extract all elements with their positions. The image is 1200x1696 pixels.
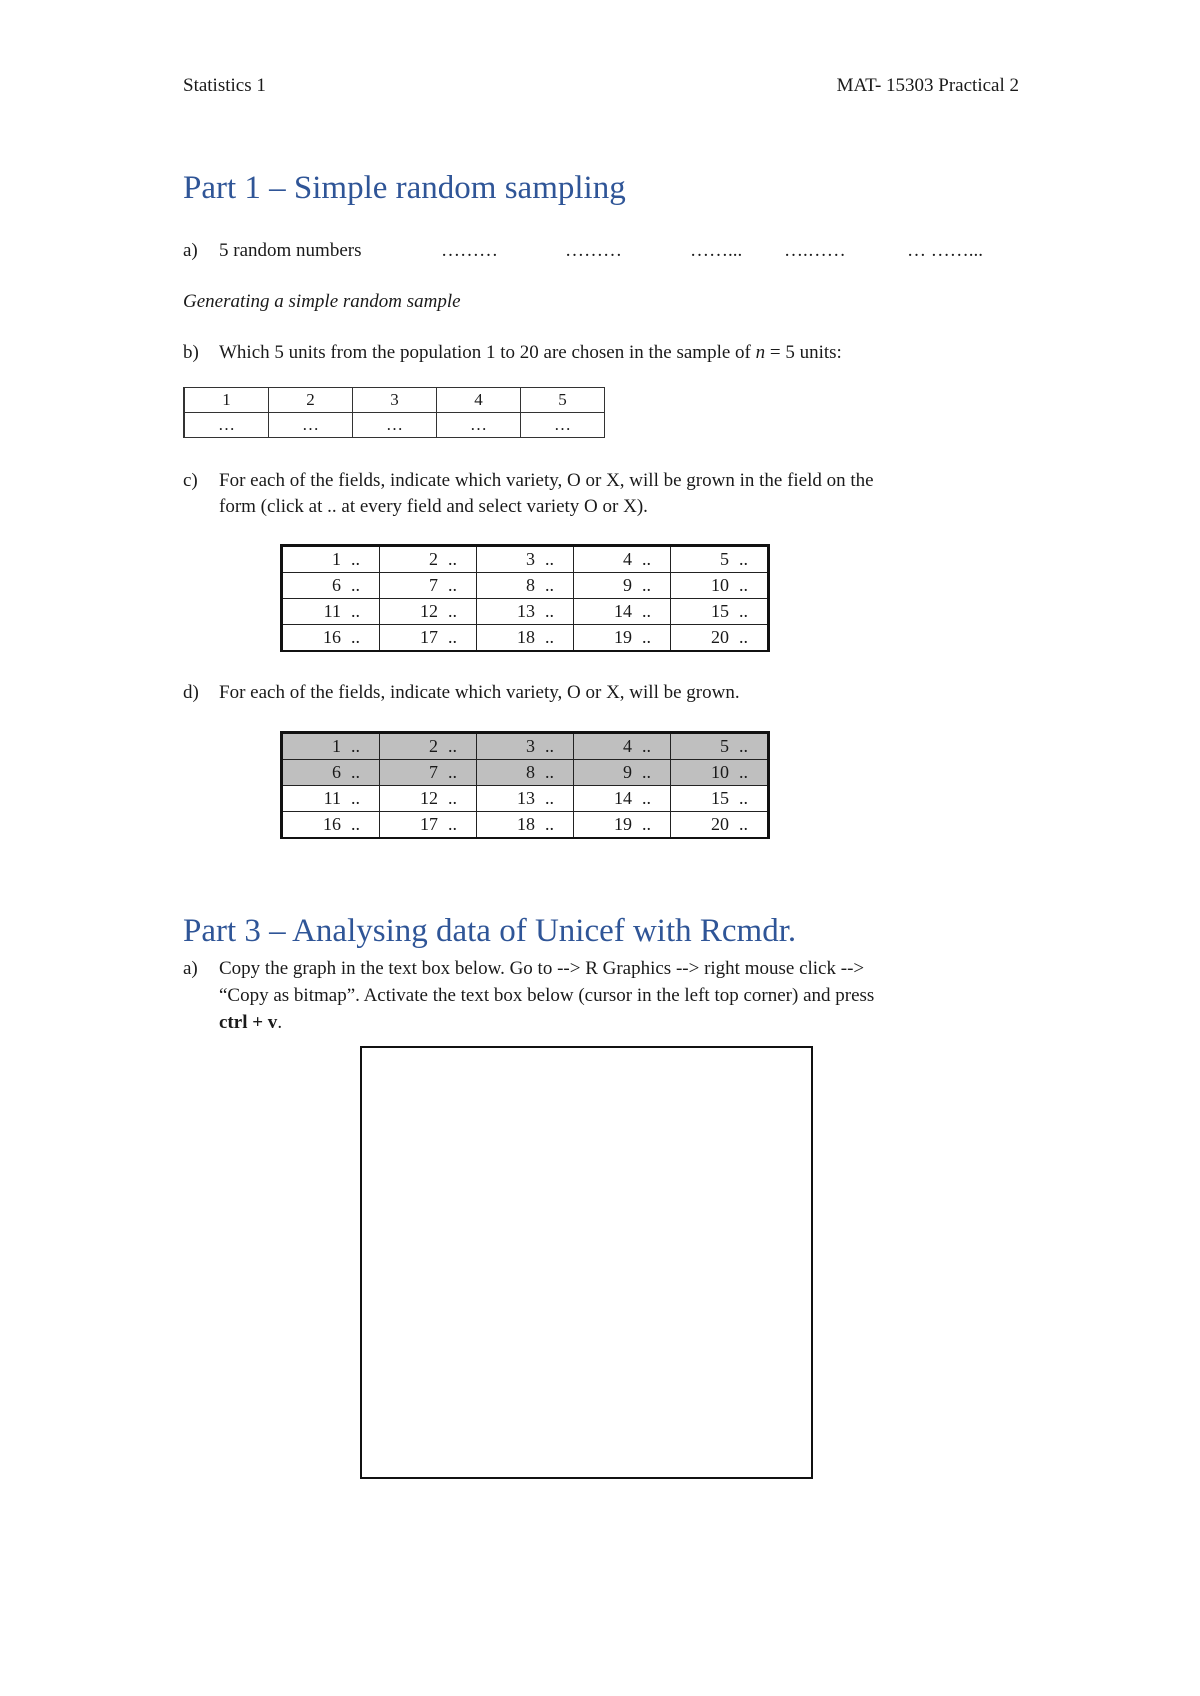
field-cell[interactable] [380,625,477,652]
field-number: 1 [332,736,341,756]
field-cell[interactable] [574,760,671,786]
field-number: 14 [614,788,632,808]
field-number: 19 [614,814,632,834]
variety-select[interactable]: .. [448,736,457,756]
field-number: 6 [332,762,341,782]
field-cell[interactable] [574,812,671,839]
field-number: 18 [517,627,535,647]
table-header-cell: 4 [437,388,521,413]
field-cell[interactable] [671,760,769,786]
field-cell[interactable] [574,786,671,812]
variety-select[interactable]: .. [351,549,360,569]
unit-value-cell[interactable]: … [184,413,269,438]
part3-title: Part 3 – Analysing data of Unicef with Rcmdr. [183,913,797,949]
variety-select[interactable]: .. [642,736,651,756]
field-cell[interactable] [380,546,477,573]
variety-select[interactable]: .. [448,549,457,569]
field-cell[interactable] [574,573,671,599]
field-cell[interactable] [477,812,574,839]
field-number: 15 [711,788,729,808]
field-grid-c [280,544,770,652]
part3-item-a-line2: “Copy as bitmap”. Activate the text box below (cursor in the left top corner) and press [219,985,875,1006]
variety-select[interactable]: .. [351,736,360,756]
field-number: 16 [323,627,341,647]
grid-row [282,573,769,599]
header-left: Statistics 1 [183,75,266,96]
item-c-line2: form (click at .. at every field and select variety O or X). [219,496,648,517]
variety-select[interactable]: .. [642,601,651,621]
field-number: 9 [623,762,632,782]
variety-select[interactable]: .. [448,762,457,782]
graph-paste-textbox[interactable] [360,1046,813,1479]
field-number: 5 [720,549,729,569]
field-cell[interactable] [477,573,574,599]
field-number: 16 [323,814,341,834]
field-number: 11 [323,601,341,621]
field-number: 17 [420,814,438,834]
variety-select[interactable]: .. [351,601,360,621]
field-cell[interactable] [671,786,769,812]
grid-row [282,599,769,625]
grid-row [282,546,769,573]
part3-item-a-line1: Copy the graph in the text box below. Go to --> R Graphics --> right mouse click --> [219,958,865,979]
blank-5[interactable]: … ……... [907,240,983,261]
blank-3[interactable]: ……... [690,240,743,261]
field-number: 14 [614,601,632,621]
unit-value-cell[interactable]: … [521,413,605,438]
field-number: 10 [711,575,729,595]
variety-select[interactable]: .. [448,814,457,834]
field-cell[interactable] [282,546,380,573]
unit-value-cell[interactable]: … [353,413,437,438]
grid-row [282,786,769,812]
variety-select[interactable]: .. [351,762,360,782]
field-cell[interactable] [574,625,671,652]
field-number: 8 [526,762,535,782]
field-number: 13 [517,601,535,621]
variety-select[interactable]: .. [739,762,748,782]
field-cell[interactable] [380,573,477,599]
variety-select[interactable]: .. [545,627,554,647]
field-cell[interactable] [282,573,380,599]
field-cell[interactable] [380,786,477,812]
item-a-label: a) [183,240,198,261]
item-c-line1: For each of the fields, indicate which variety, O or X, will be grown in the field on the [219,470,874,491]
field-number: 18 [517,814,535,834]
variety-select[interactable]: .. [642,627,651,647]
variety-select[interactable]: .. [545,601,554,621]
grid-row [282,625,769,652]
field-number: 8 [526,575,535,595]
field-cell[interactable] [671,733,769,760]
field-cell[interactable] [282,733,380,760]
field-number: 20 [711,814,729,834]
variety-select[interactable]: .. [739,736,748,756]
field-number: 6 [332,575,341,595]
blank-2[interactable]: ……… [565,240,622,261]
item-c-label: c) [183,470,198,491]
table-row [184,388,605,413]
field-number: 9 [623,575,632,595]
variety-select[interactable]: .. [351,814,360,834]
field-cell[interactable] [380,760,477,786]
part3-item-a-line3: ctrl + v. [219,1012,283,1033]
field-number: 13 [517,788,535,808]
field-number: 4 [623,549,632,569]
field-cell[interactable] [282,786,380,812]
blank-1[interactable]: ……… [441,240,498,261]
field-cell[interactable] [477,760,574,786]
field-number: 10 [711,762,729,782]
part1-title: Part 1 – Simple random sampling [183,170,626,206]
field-cell[interactable] [380,733,477,760]
variety-select[interactable]: .. [448,627,457,647]
field-number: 2 [429,549,438,569]
variety-select[interactable]: .. [545,762,554,782]
field-cell[interactable] [282,599,380,625]
item-d-label: d) [183,682,199,703]
field-number: 11 [323,788,341,808]
part3-item-a-label: a) [183,958,198,979]
field-cell[interactable] [574,546,671,573]
field-number: 12 [420,601,438,621]
variety-select[interactable]: .. [642,575,651,595]
variety-select[interactable]: .. [351,575,360,595]
field-cell[interactable] [477,786,574,812]
table-row [184,413,605,438]
item-d-text: For each of the fields, indicate which variety, O or X, will be grown. [219,682,740,703]
field-number: 15 [711,601,729,621]
field-cell[interactable] [380,812,477,839]
unit-value-cell[interactable]: … [269,413,353,438]
variety-select[interactable]: .. [448,788,457,808]
variety-select[interactable]: .. [739,627,748,647]
field-cell[interactable] [671,573,769,599]
variety-select[interactable]: .. [642,788,651,808]
subheading: Generating a simple random sample [183,291,461,312]
variety-select[interactable]: .. [545,814,554,834]
field-number: 5 [720,736,729,756]
field-cell[interactable] [671,625,769,652]
variety-select[interactable]: .. [545,736,554,756]
variety-select[interactable]: .. [545,788,554,808]
field-number: 7 [429,575,438,595]
field-cell[interactable] [282,812,380,839]
field-cell[interactable] [671,546,769,573]
variety-select[interactable]: .. [351,627,360,647]
field-number: 17 [420,627,438,647]
field-cell[interactable] [282,760,380,786]
field-cell[interactable] [671,599,769,625]
field-cell[interactable] [477,546,574,573]
table-header-cell: 5 [521,388,605,413]
field-number: 3 [526,736,535,756]
table-header-cell: 3 [353,388,437,413]
field-number: 12 [420,788,438,808]
grid-row [282,733,769,760]
shortcut-keys: ctrl + v [219,1012,278,1033]
field-cell[interactable] [380,599,477,625]
variety-select[interactable]: .. [351,788,360,808]
variety-select[interactable]: .. [545,549,554,569]
variety-select[interactable]: .. [448,575,457,595]
variety-select[interactable]: .. [739,575,748,595]
field-number: 3 [526,549,535,569]
item-a-text: 5 random numbers [219,240,362,261]
field-number: 7 [429,762,438,782]
header-right: MAT- 15303 Practical 2 [836,75,1019,96]
item-b-text: Which 5 units from the population 1 to 20 are chosen in the sample of n = 5 units: [219,342,842,363]
field-number: 19 [614,627,632,647]
table-header-cell: 1 [184,388,269,413]
item-b-label: b) [183,342,199,363]
field-cell[interactable] [574,733,671,760]
variety-select[interactable]: .. [448,601,457,621]
variety-select[interactable]: .. [739,788,748,808]
variety-select[interactable]: .. [642,814,651,834]
variety-select[interactable]: .. [642,549,651,569]
grid-row [282,760,769,786]
sample-units-table [183,387,605,438]
field-cell[interactable] [477,625,574,652]
variety-select[interactable]: .. [545,575,554,595]
field-cell[interactable] [574,599,671,625]
variety-select[interactable]: .. [642,762,651,782]
field-cell[interactable] [477,599,574,625]
table-header-cell: 2 [269,388,353,413]
blank-4[interactable]: ….…… [784,240,846,261]
grid-row [282,812,769,839]
field-number: 4 [623,736,632,756]
field-number: 2 [429,736,438,756]
field-cell[interactable] [671,812,769,839]
variety-select[interactable]: .. [739,601,748,621]
field-number: 1 [332,549,341,569]
field-cell[interactable] [282,625,380,652]
field-number: 20 [711,627,729,647]
variety-select[interactable]: .. [739,549,748,569]
variety-select[interactable]: .. [739,814,748,834]
unit-value-cell[interactable]: … [437,413,521,438]
field-cell[interactable] [477,733,574,760]
field-grid-d [280,731,770,839]
